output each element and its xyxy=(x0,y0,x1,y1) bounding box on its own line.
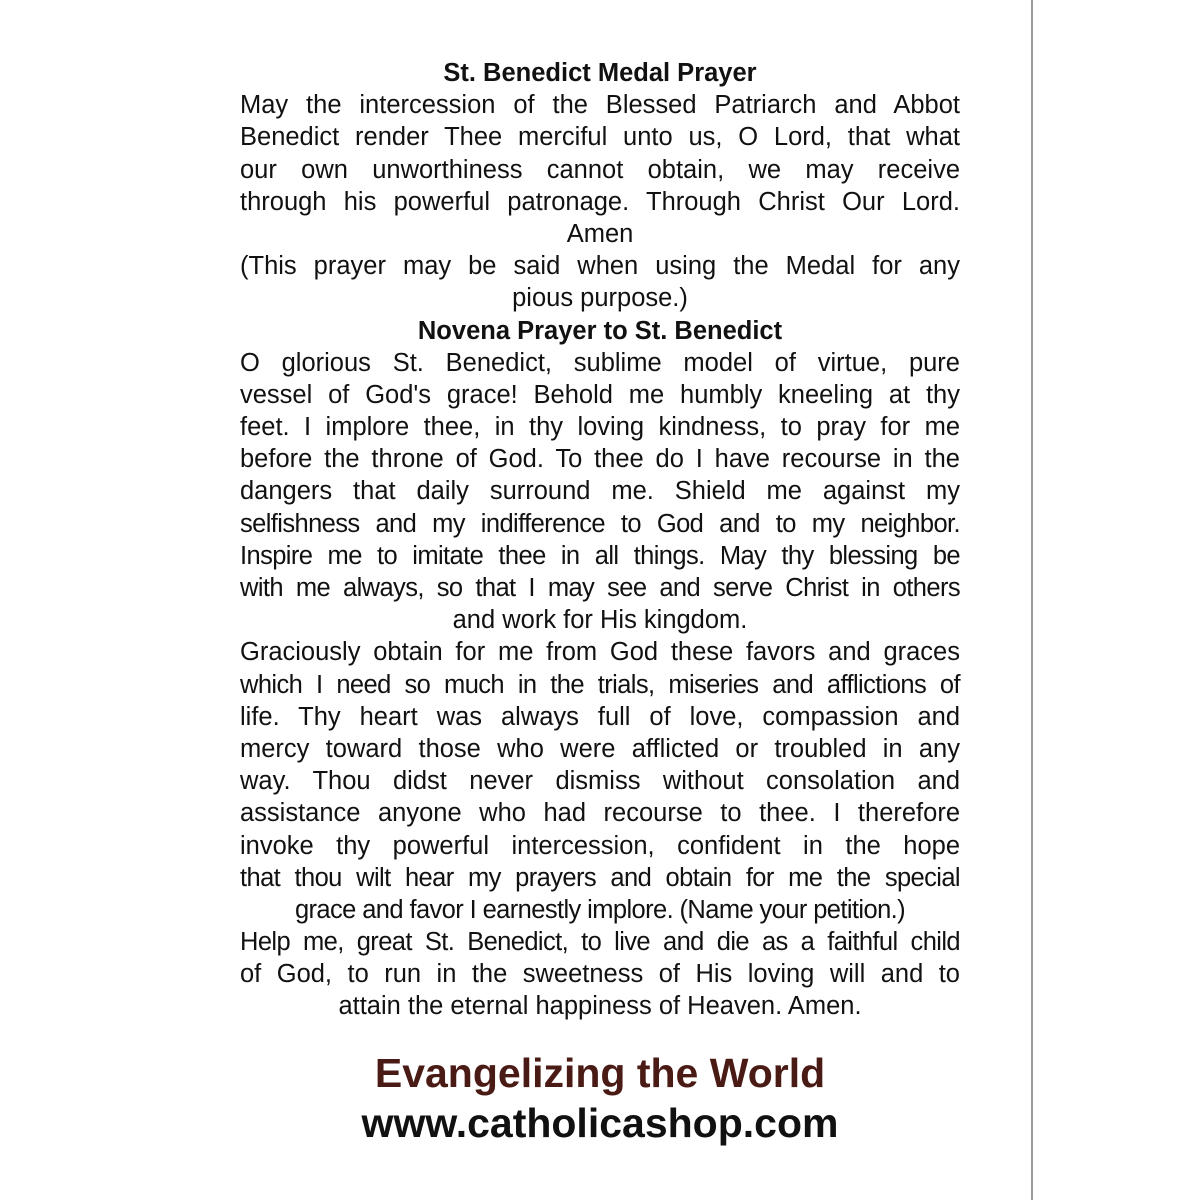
text-line: of God, to run in the sweetness of His loving will and to xyxy=(240,960,960,989)
text-line: mercy toward those who were afflicted or troubled in any xyxy=(240,734,960,763)
text-line: Help me, great St. Benedict, to live and die as a faithful child xyxy=(240,928,960,957)
text-line: Amen xyxy=(566,219,634,248)
text-line: that thou wilt hear my prayers and obtain for me the special xyxy=(240,863,960,892)
text-line: before the throne of God. To thee do I have recourse in the xyxy=(240,445,960,474)
text-line: May the intercession of the Blessed Patriarch and Abbot xyxy=(240,91,960,120)
text-line: grace and favor I earnestly implore. (Name your petition.) xyxy=(294,895,906,924)
text-line: which I need so much in the trials, miseries and afflictions of xyxy=(240,670,960,699)
text-line: vessel of God's grace! Behold me humbly kneeling at thy xyxy=(240,380,960,409)
text-line: life. Thy heart was always full of love, compassion and xyxy=(240,702,960,731)
section-title-medal-prayer: St. Benedict Medal Prayer xyxy=(443,59,757,87)
text-line: through his powerful patronage. Through Christ Our Lord. xyxy=(240,187,960,216)
text-line: selfishness and my indifference to God and to my neighbor. xyxy=(240,509,960,538)
text-line: Benedict render Thee merciful unto us, O Lord, that what xyxy=(240,123,960,152)
text-line: Graciously obtain for me from God these favors and graces xyxy=(240,638,960,667)
text-line: invoke thy powerful intercession, confident in the hope xyxy=(240,831,960,860)
footer-slogan: Evangelizing the World xyxy=(374,1050,826,1096)
text-line: pious purpose.) xyxy=(512,284,688,313)
page-edge-divider xyxy=(1031,0,1033,1200)
text-line: attain the eternal happiness of Heaven. Amen. xyxy=(338,992,862,1021)
text-line: way. Thou didst never dismiss without consolation and xyxy=(240,767,960,796)
footer-website: www.catholicashop.com xyxy=(361,1100,839,1146)
text-line: (This prayer may be said when using the Medal for any xyxy=(240,252,960,281)
text-line: assistance anyone who had recourse to thee. I therefore xyxy=(240,799,960,828)
text-line: feet. I implore thee, in thy loving kindness, to pray for me xyxy=(240,413,960,442)
section-title-novena-prayer: Novena Prayer to St. Benedict xyxy=(417,316,783,345)
text-line: and work for His kingdom. xyxy=(452,606,748,635)
text-line: O glorious St. Benedict, sublime model of virtue, pure xyxy=(240,348,960,377)
prayer-card-text xyxy=(240,57,960,1023)
text-line: Inspire me to imitate thee in all things. May thy blessing be xyxy=(240,541,960,570)
text-line: with me always, so that I may see and serve Christ in others xyxy=(240,574,960,602)
text-line: our own unworthiness cannot obtain, we may receive xyxy=(240,155,960,184)
text-line: dangers that daily surround me. Shield me against my xyxy=(240,477,960,506)
